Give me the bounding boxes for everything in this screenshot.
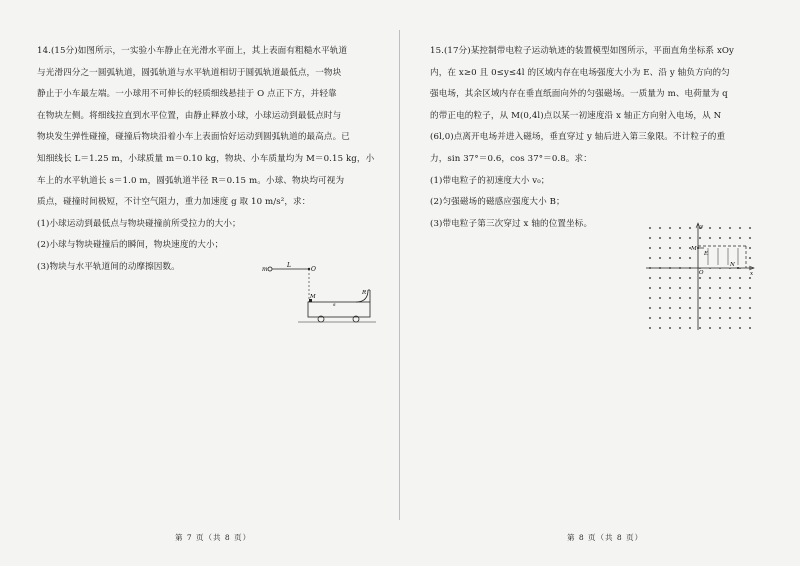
field-dot <box>699 237 701 239</box>
field-dot <box>749 247 751 249</box>
field-dot <box>729 307 731 309</box>
field-dot <box>729 317 731 319</box>
problem-15-line: 内，在 x≥0 且 0≤y≤4l 的区域内存在电场强度大小为 E、沿 y 轴负方向的匀 <box>430 67 730 78</box>
field-dot <box>689 237 691 239</box>
field-dot <box>739 297 741 299</box>
field-dot <box>749 297 751 299</box>
field-dot <box>709 237 711 239</box>
field-dot <box>659 227 661 229</box>
page-footer: 第 8 页（共 8 页） <box>567 533 644 542</box>
field-dot <box>729 327 731 329</box>
label-E: E <box>704 251 709 257</box>
field-dot <box>739 317 741 319</box>
label-s: s <box>333 302 336 308</box>
field-dot <box>719 287 721 289</box>
field-dot <box>679 287 681 289</box>
label-O: O <box>311 266 316 273</box>
problem-14-line: 质点，碰撞时间极短，不计空气阻力，重力加速度 g 取 10 m/s²，求： <box>37 197 311 208</box>
problem-15-question-2: (2)匀强磁场的磁感应强度大小 B； <box>430 197 565 208</box>
field-dot <box>649 277 651 279</box>
field-dot <box>739 277 741 279</box>
field-dot <box>649 247 651 249</box>
problem-14-question-2: (2)小球与物块碰撞后的瞬间，物块速度的大小； <box>37 240 224 251</box>
field-dot <box>719 227 721 229</box>
page-footer: 第 7 页（共 8 页） <box>175 533 252 542</box>
field-dot <box>739 327 741 329</box>
label-O: O <box>699 270 704 276</box>
field-dot <box>749 287 751 289</box>
field-dot <box>659 277 661 279</box>
field-dot <box>669 227 671 229</box>
field-dot <box>729 227 731 229</box>
magnetic-field-dots <box>649 227 751 329</box>
field-dot <box>669 277 671 279</box>
field-dot <box>749 227 751 229</box>
field-dot <box>689 257 691 259</box>
field-dot <box>669 287 671 289</box>
field-dot <box>719 317 721 319</box>
problem-15-line: 力，sin 37°＝0.6，cos 37°＝0.8。求： <box>430 153 592 164</box>
field-dot <box>709 297 711 299</box>
field-dot <box>669 237 671 239</box>
field-dot <box>749 317 751 319</box>
field-dot <box>729 277 731 279</box>
field-dot <box>689 227 691 229</box>
problem-14-line: 静止于小车最左端。一小球用不可伸长的轻质细线悬挂于 O 点正下方，并轻靠 <box>37 89 337 100</box>
problem-14-line: 与光滑四分之一圆弧轨道，圆弧轨道与水平轨道相切于圆弧轨道最低点，一物块 <box>37 67 342 78</box>
axis-label-x: x <box>750 271 754 277</box>
problem-14-question-1: (1)小球运动到最低点与物块碰撞前所受拉力的大小； <box>37 218 241 229</box>
field-dot <box>699 287 701 289</box>
field-dot <box>739 307 741 309</box>
label-N: N <box>730 262 735 268</box>
field-dot <box>649 237 651 239</box>
field-dot <box>649 307 651 309</box>
field-dot <box>739 287 741 289</box>
field-dot <box>709 287 711 289</box>
field-dot <box>709 277 711 279</box>
field-dot <box>699 277 701 279</box>
field-dot <box>689 317 691 319</box>
field-dot <box>719 277 721 279</box>
problem-15-question-3: (3)带电粒子第三次穿过 x 轴的位置坐标。 <box>430 218 593 229</box>
label-L: L <box>287 262 291 269</box>
field-dot <box>659 237 661 239</box>
field-dot <box>689 327 691 329</box>
field-dot <box>729 287 731 289</box>
field-dot <box>679 277 681 279</box>
field-dot <box>649 257 651 259</box>
problem-15 <box>430 41 765 235</box>
field-dot <box>719 327 721 329</box>
problem-15-line: (6l,0)点离开电场并进入磁场，垂直穿过 y 轴后进入第三象限。不计粒子的重 <box>430 132 726 143</box>
field-dot <box>669 297 671 299</box>
field-dot <box>669 307 671 309</box>
field-dot <box>679 297 681 299</box>
problem-15-question-1: (1)带电粒子的初速度大小 v₀； <box>430 175 550 186</box>
field-dot <box>689 307 691 309</box>
field-dot <box>649 297 651 299</box>
field-dot <box>749 277 751 279</box>
problem-15-header: 15.(17分)某控制带电粒子运动轨迹的装置模型如图所示，平面直角坐标系 xOy <box>430 46 735 56</box>
field-dot <box>659 287 661 289</box>
label-M: M <box>310 294 316 300</box>
field-dot <box>659 327 661 329</box>
field-dot <box>719 237 721 239</box>
field-dot <box>749 237 751 239</box>
field-dot <box>689 277 691 279</box>
problem-14-header: 14.(15分)如图所示，一实验小车静止在光滑水平面上，其上表面有粗糙水平轨道 <box>37 46 348 56</box>
field-dot <box>669 317 671 319</box>
problem-14-line: 在物块左侧。将细线拉直到水平位置，由静止释放小球，小球运动到最低点时与 <box>37 110 342 121</box>
label-m: m <box>262 266 268 273</box>
field-dot <box>659 307 661 309</box>
problem-14-question-3: (3)物块与水平轨道间的动摩擦因数。 <box>37 261 180 272</box>
problem-15-figure <box>646 222 756 332</box>
field-dot <box>659 247 661 249</box>
problem-14-line: 车上的水平轨道长 s＝1.0 m，圆弧轨道半径 R＝0.15 m。小球、物块均可视为 <box>37 175 345 186</box>
axis-label-y: y <box>700 224 704 230</box>
field-dot <box>709 227 711 229</box>
field-dot <box>669 247 671 249</box>
field-dot <box>699 297 701 299</box>
field-dot <box>719 307 721 309</box>
problem-15-line: 的带正电的粒子，从 M(0,4l)点以某一初速度沿 x 轴正方向射入电场，从 N <box>430 110 722 121</box>
field-dot <box>689 287 691 289</box>
field-dot <box>699 327 701 329</box>
field-dot <box>749 327 751 329</box>
field-dot <box>679 317 681 319</box>
problem-14-line: 知细线长 L＝1.25 m，小球质量 m＝0.10 kg，物块、小车质量均为 M＝0.15 kg，小 <box>37 153 375 164</box>
field-dot <box>719 297 721 299</box>
field-dot <box>669 257 671 259</box>
field-dot <box>749 257 751 259</box>
field-dot <box>649 317 651 319</box>
field-dot <box>649 327 651 329</box>
field-dot <box>729 297 731 299</box>
field-dot <box>669 327 671 329</box>
field-dot <box>679 227 681 229</box>
field-dot <box>729 237 731 239</box>
label-M: M <box>691 246 697 252</box>
field-dot <box>749 307 751 309</box>
field-dot <box>699 317 701 319</box>
field-dot <box>709 327 711 329</box>
field-dot <box>739 237 741 239</box>
field-dot <box>679 257 681 259</box>
field-dot <box>679 247 681 249</box>
field-dot <box>689 297 691 299</box>
field-dot <box>709 307 711 309</box>
field-dot <box>659 297 661 299</box>
field-dot <box>739 227 741 229</box>
field-dot <box>649 227 651 229</box>
field-dot <box>659 317 661 319</box>
problem-14-line: 物块发生弹性碰撞，碰撞后物块沿着小车上表面恰好运动到圆弧轨道的最高点。已 <box>37 132 350 143</box>
label-R: R <box>362 290 367 296</box>
field-dot <box>659 257 661 259</box>
field-dot <box>709 317 711 319</box>
field-dot <box>699 307 701 309</box>
problem-15-line: 强电场，其余区域内存在垂直纸面向外的匀强磁场。一质量为 m、电荷量为 q <box>430 89 728 100</box>
field-dot <box>649 287 651 289</box>
field-dot <box>679 237 681 239</box>
field-dot <box>679 307 681 309</box>
field-dot <box>679 327 681 329</box>
